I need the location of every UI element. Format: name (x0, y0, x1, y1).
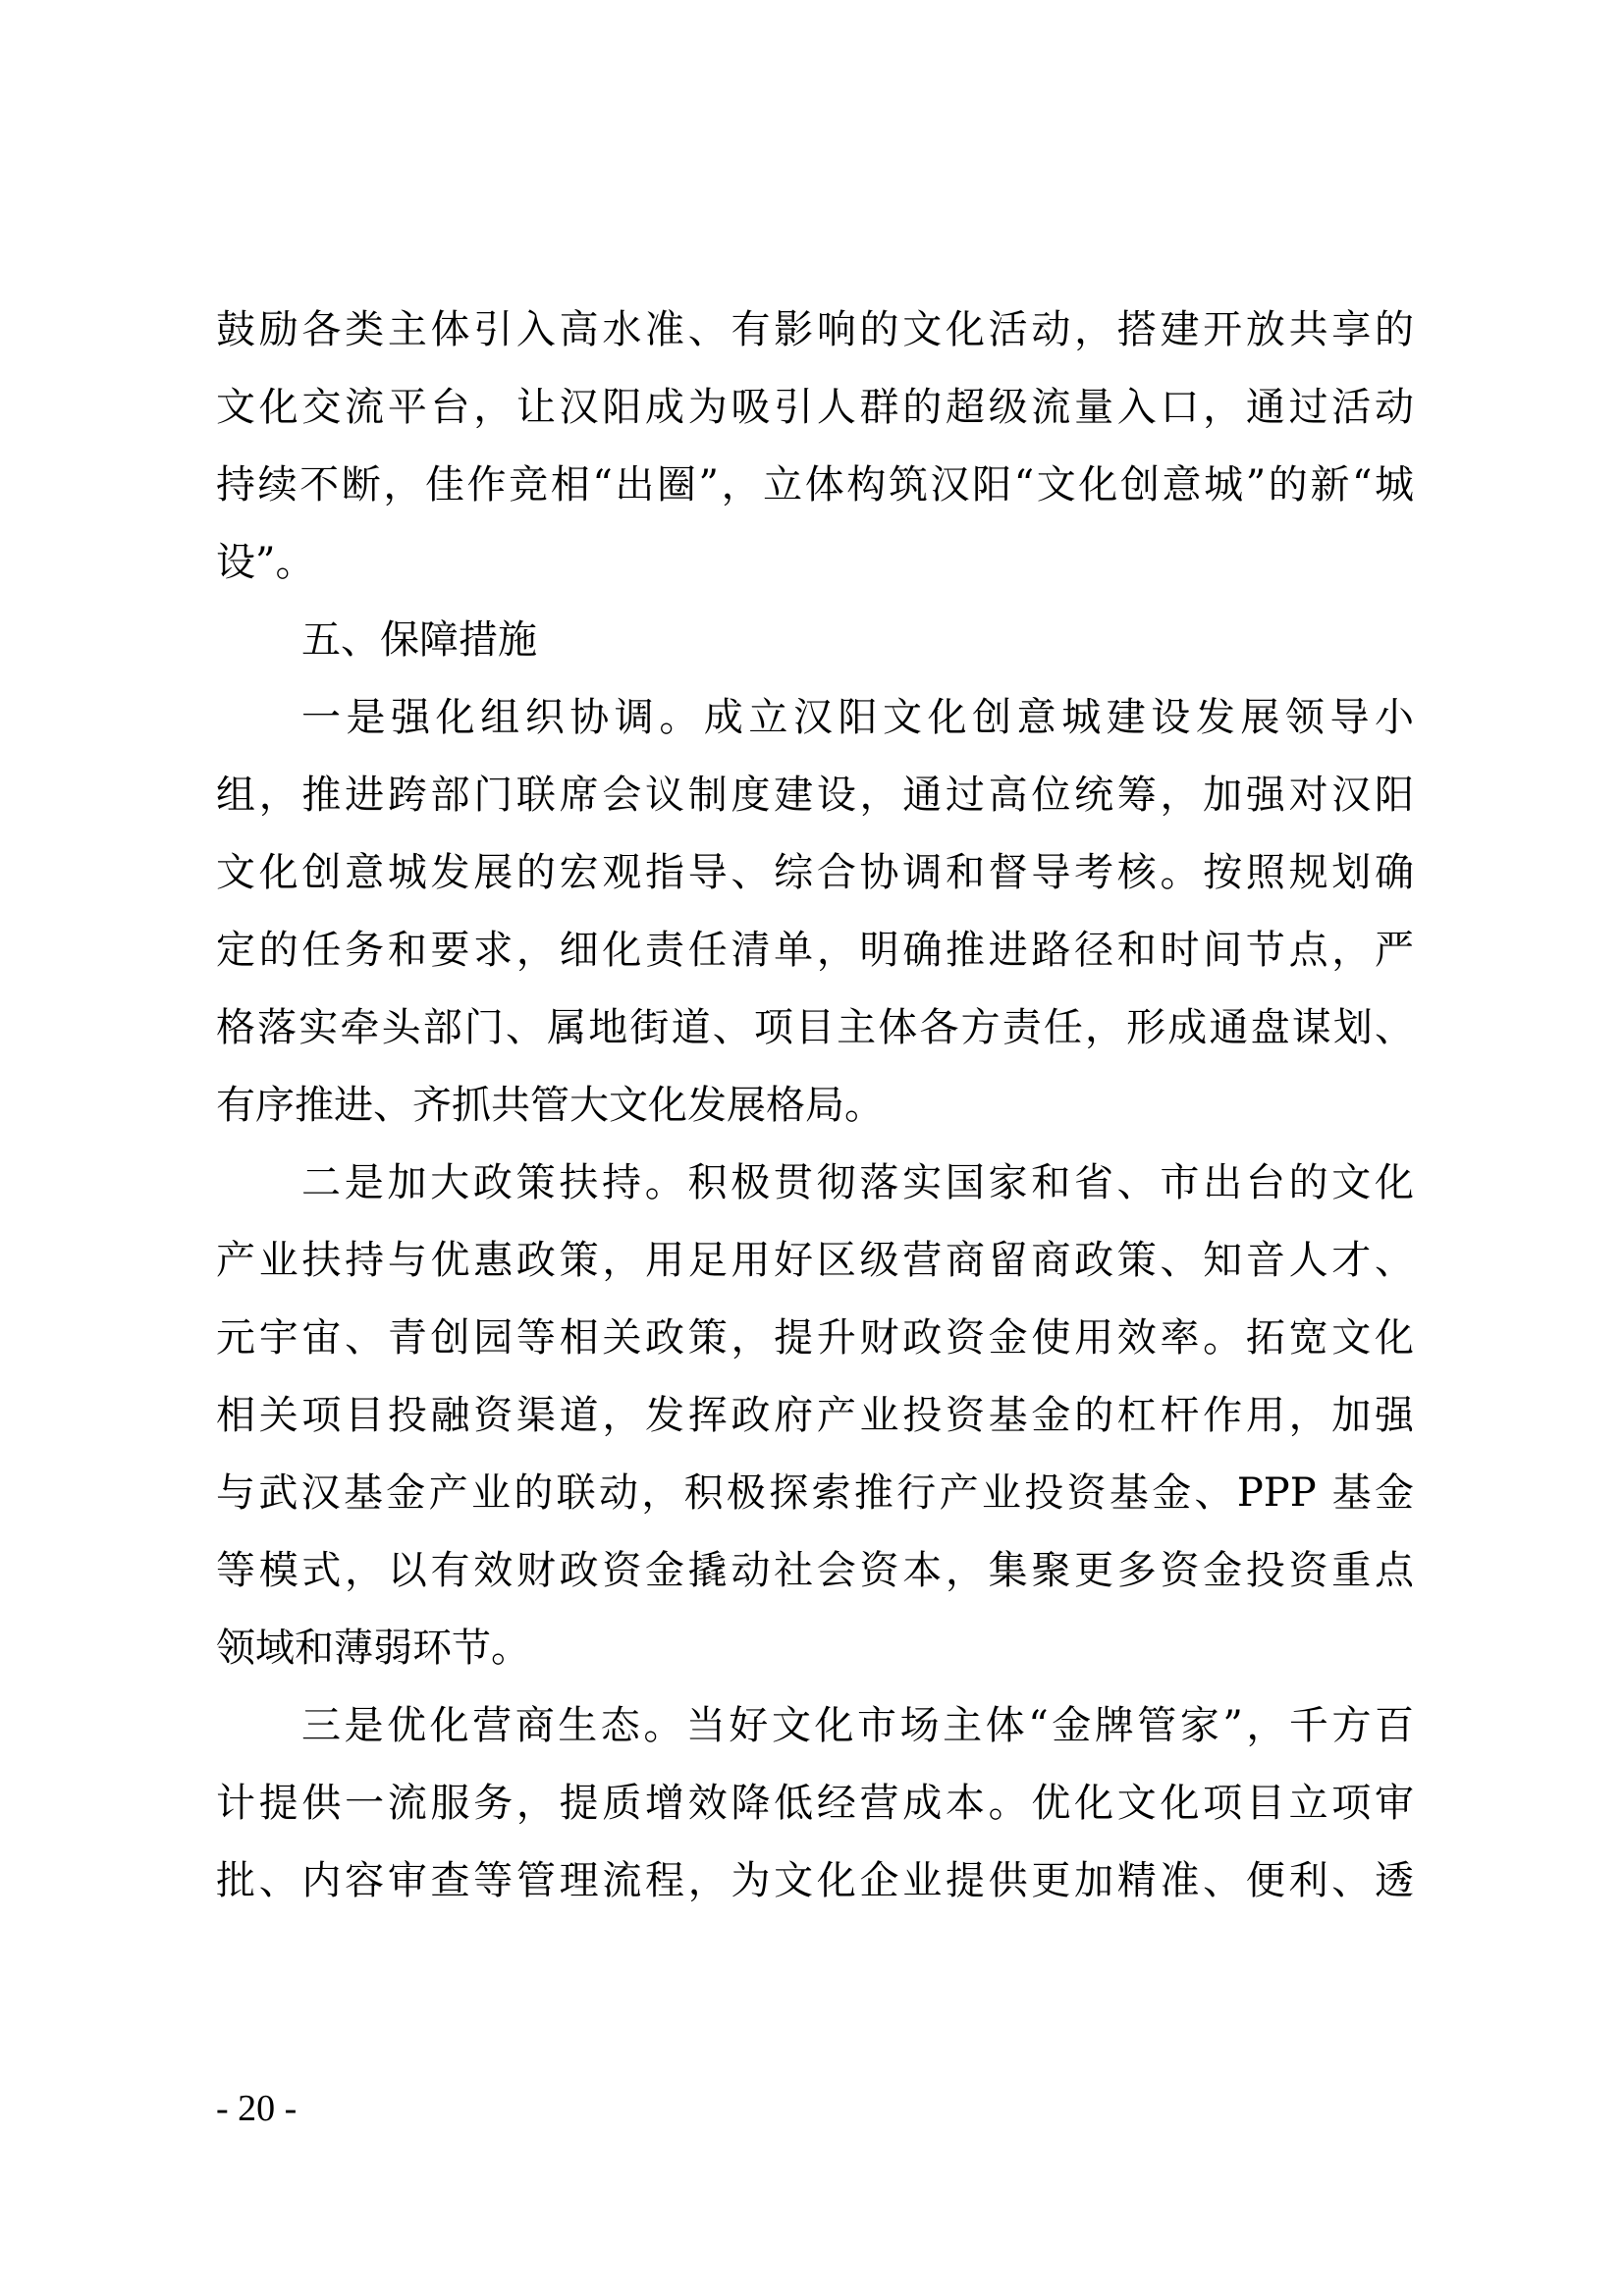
paragraph-line: 相关项目投融资渠道，发挥政府产业投资基金的杠杆作用，加强 (216, 1393, 1414, 1438)
paragraph-line: 设”。 (216, 540, 315, 585)
paragraph-first-line (301, 682, 1414, 753)
measure-lead: 一是强化组织协调。 (301, 695, 704, 740)
paragraph-line: 产业扶持与优惠政策，用足用好区级营商留商政策、知音人才、 (216, 1238, 1414, 1283)
paragraph-line: 计提供一流服务，提质增效降低经营成本。优化文化项目立项审 (216, 1781, 1414, 1826)
measure-text: 当好文化市场主体“金牌管家”，千方百 (685, 1703, 1415, 1748)
page-number: - 20 - (216, 2088, 298, 2129)
paragraph-line: 与武汉基金产业的联动，积极探索推行产业投资基金、PPP 基金 (216, 1470, 1414, 1516)
section-heading: 五、保障措施 (301, 617, 537, 663)
paragraph-first-line (301, 1690, 1414, 1761)
paragraph-line: 领域和薄弱环节。 (216, 1626, 530, 1671)
paragraph-line: 有序推进、齐抓共管大文化发展格局。 (216, 1083, 884, 1128)
paragraph-line: 元宇宙、青创园等相关政策，提升财政资金使用效率。拓宽文化 (216, 1315, 1414, 1361)
paragraph-line: 持续不断，佳作竞相“出圈”，立体构筑汉阳“文化创意城”的新“城 (216, 462, 1414, 507)
paragraph-line: 文化创意城发展的宏观指导、综合协调和督导考核。按照规划确 (216, 850, 1414, 895)
measure-lead: 二是加大政策扶持。 (301, 1160, 688, 1205)
paragraph-line: 组，推进跨部门联席会议制度建设，通过高位统筹，加强对汉阳 (216, 773, 1414, 818)
measure-text: 积极贯彻落实国家和省、市出台的文化 (687, 1160, 1415, 1205)
paragraph-line: 文化交流平台，让汉阳成为吸引人群的超级流量入口，通过活动 (216, 385, 1414, 430)
paragraph-line: 格落实牵头部门、属地街道、项目主体各方责任，形成通盘谋划、 (216, 1005, 1414, 1050)
measure-lead: 三是优化营商生态。 (301, 1703, 686, 1748)
measure-text: 成立汉阳文化创意城建设发展领导小 (703, 695, 1414, 740)
paragraph-line: 鼓励各类主体引入高水准、有影响的文化活动，搭建开放共享的 (216, 307, 1414, 352)
paragraph-line: 批、内容审查等管理流程，为文化企业提供更加精准、便利、透 (216, 1858, 1414, 1903)
paragraph-first-line (301, 1148, 1414, 1218)
paragraph-line: 定的任务和要求，细化责任清单，明确推进路径和时间节点，严 (216, 928, 1414, 973)
paragraph-line: 等模式，以有效财政资金撬动社会资本，集聚更多资金投资重点 (216, 1548, 1414, 1593)
